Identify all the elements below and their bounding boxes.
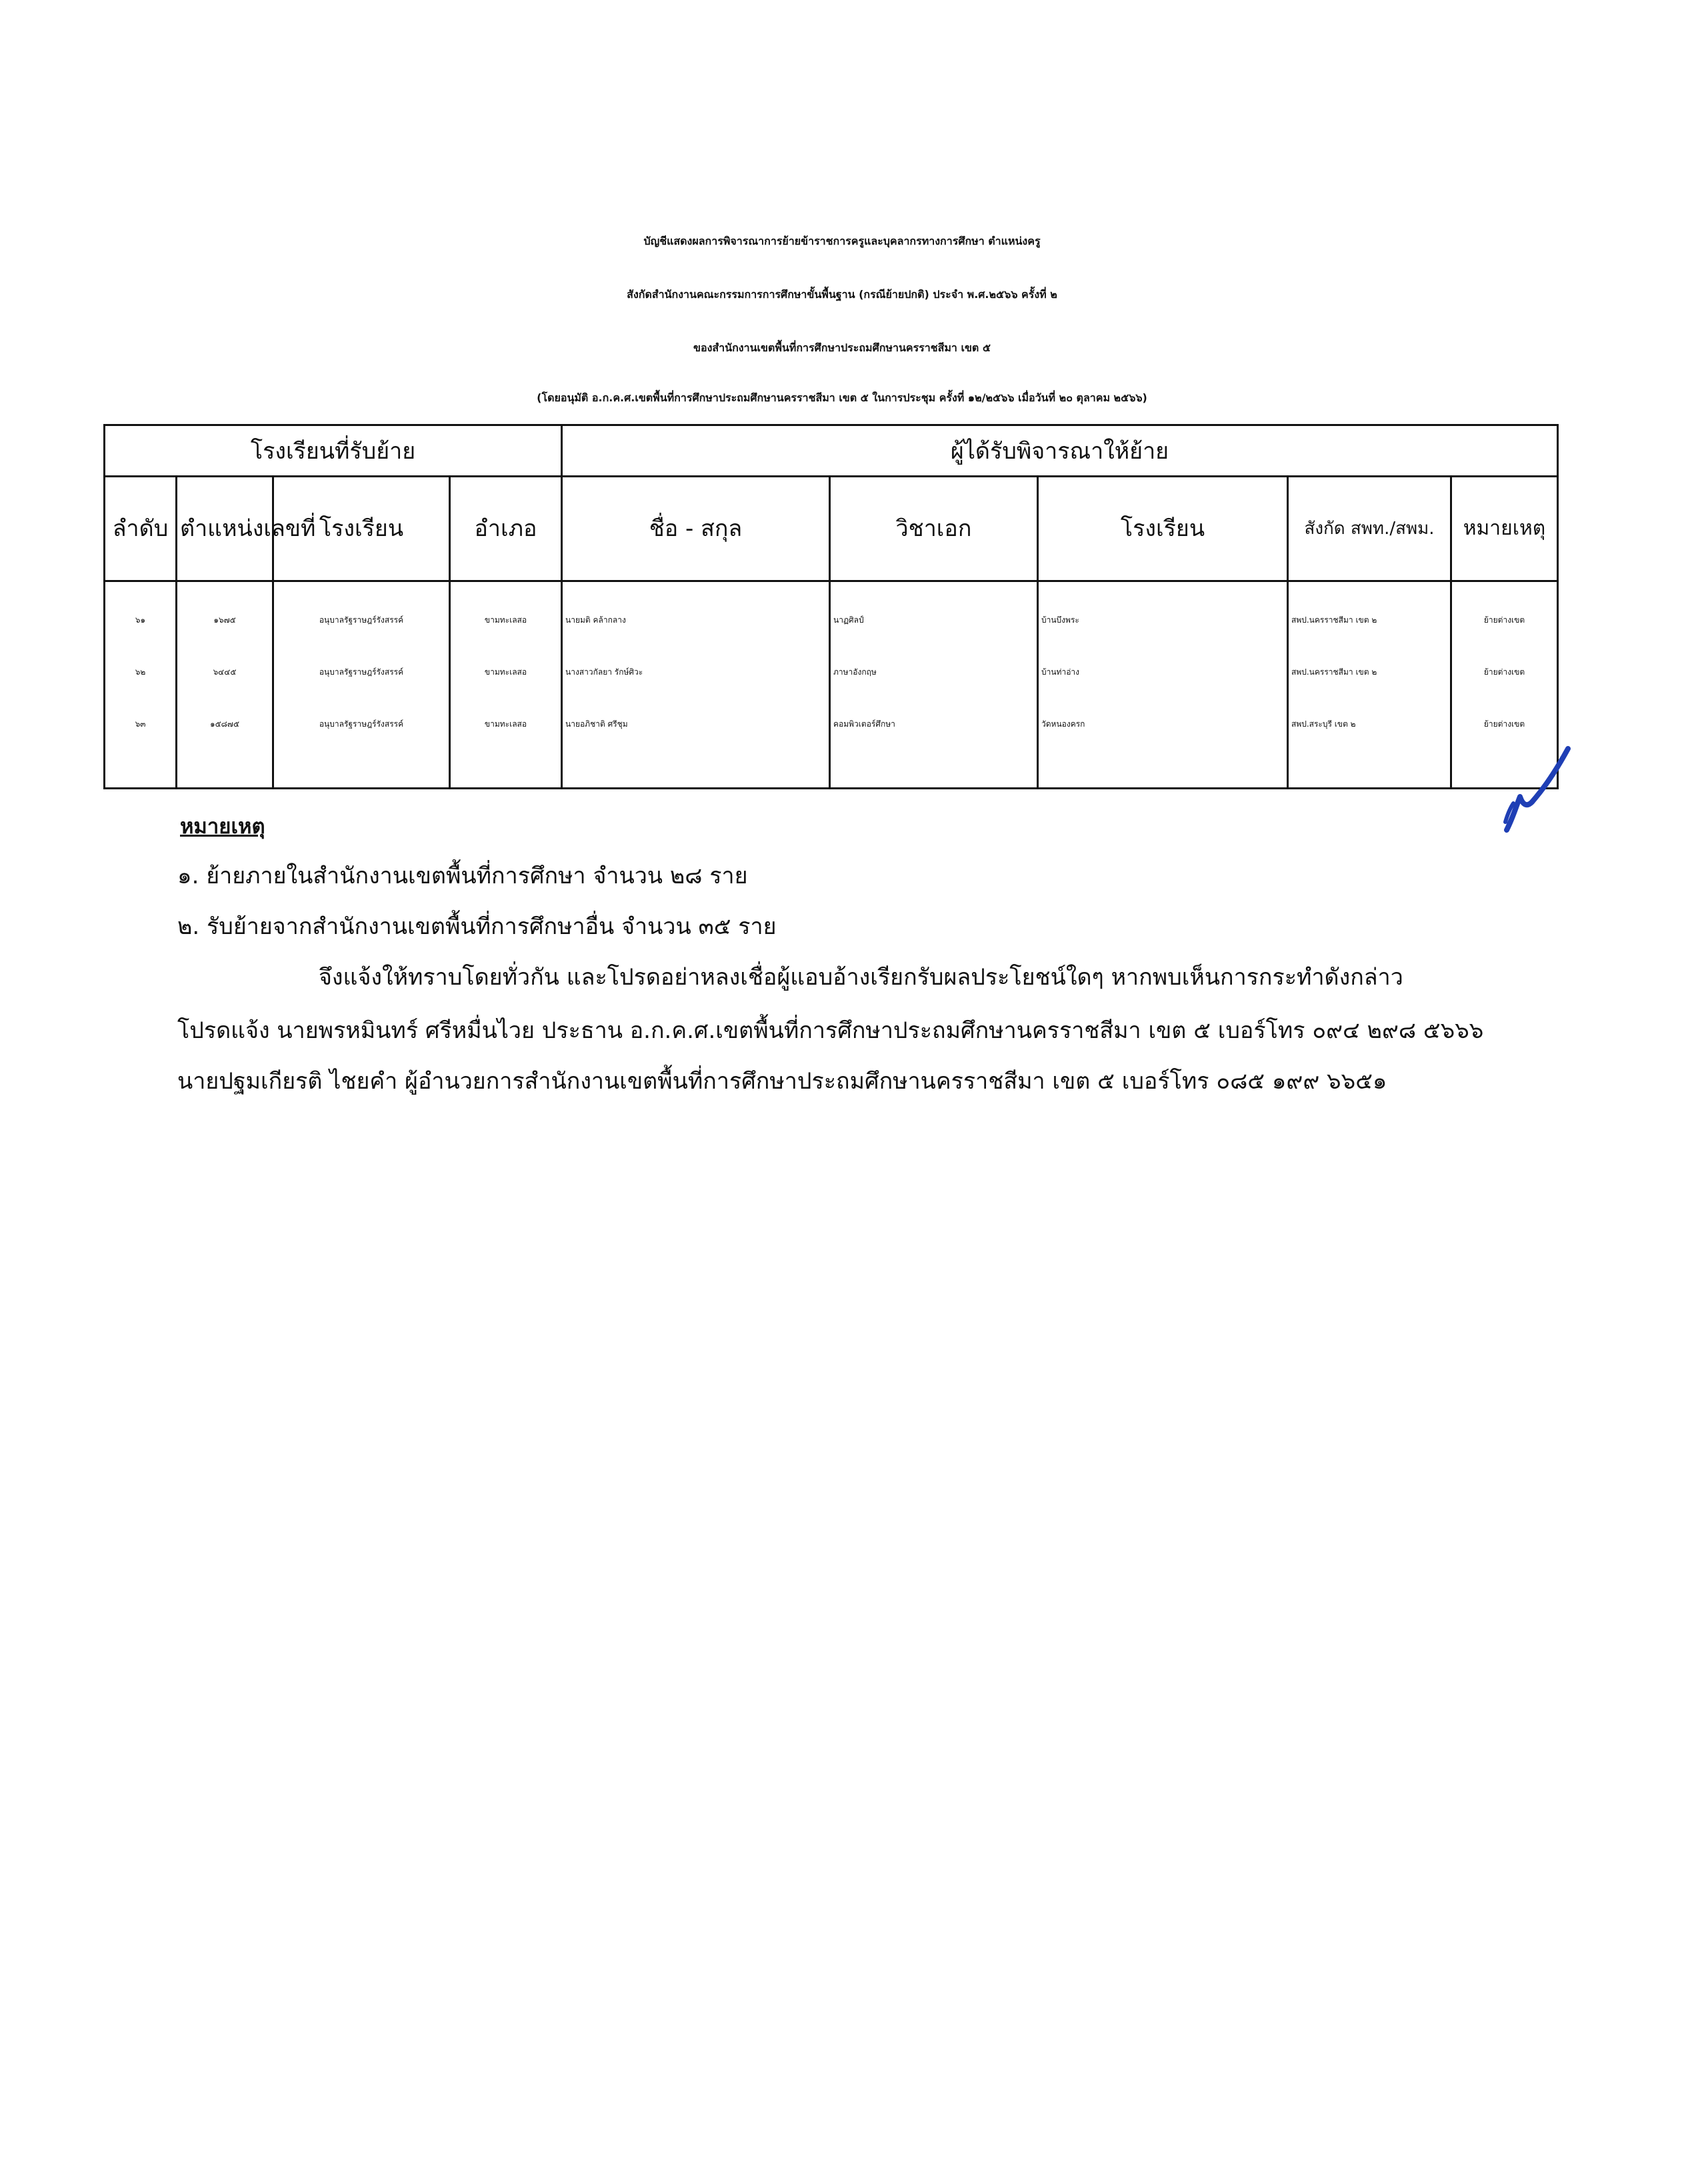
cell-school: อนุบาลรัฐราษฎร์รังสรรค์ [319, 719, 404, 729]
column-major [830, 581, 1038, 789]
cell-remark: ย้ายต่างเขต [1483, 615, 1525, 625]
column-district [450, 581, 562, 789]
column-office [1288, 581, 1451, 789]
cell-no: ๖๒ [135, 667, 146, 677]
cell-office: สพป.นครราชสีมา เขต ๒ [1291, 615, 1377, 625]
header-name: ชื่อ - สกุล [562, 477, 830, 581]
signature-stroke [1507, 749, 1568, 830]
column-position [177, 581, 273, 789]
announcement-paragraph-2: โปรดแจ้ง นายพรหมินทร์ ศรีหมื่นไวย ประธาน อ.ก.ค.ศ.เขตพื้นที่การศึกษาประถมศึกษานครราชสีมา เขต ๕ เบอร์โทร ๐๙๔ ๒๙๘ ๕๖๖๖ [177, 1017, 1484, 1044]
transfer-table [103, 424, 1559, 789]
cell-school: อนุบาลรัฐราษฎร์รังสรรค์ [319, 615, 404, 625]
header-district: อำเภอ [450, 477, 562, 581]
header-major: วิชาเอก [830, 477, 1038, 581]
cell-office: สพป.นครราชสีมา เขต ๒ [1291, 667, 1377, 677]
cell-name: นายมติ คล้ากลาง [565, 615, 626, 625]
header-no: ลำดับ [105, 477, 177, 581]
header-from-school: โรงเรียน [1038, 477, 1288, 581]
cell-from-school: บ้านท่าอ่าง [1041, 667, 1080, 677]
header-position: ตำแหน่งเลขที่ [177, 477, 273, 581]
cell-district: ขามทะเลสอ [484, 667, 527, 677]
cell-position: ๖๔๔๕ [213, 667, 237, 677]
column-from-school [1038, 581, 1288, 789]
cell-district: ขามทะเลสอ [484, 719, 527, 729]
column-no [105, 581, 177, 789]
cell-position: ๑๖๗๕ [213, 615, 236, 625]
cell-major: ภาษาอังกฤษ [833, 667, 877, 677]
cell-position: ๑๕๘๗๕ [209, 719, 240, 729]
group-receiving-school: โรงเรียนที่รับย้าย [105, 425, 562, 477]
announcement-paragraph-3: นายปฐมเกียรติ ไชยคำ ผู้อำนวยการสำนักงานเขตพื้นที่การศึกษาประถมศึกษานครราชสีมา เขต ๕ เบอร์โทร ๐๘๕ ๑๙๙ ๖๖๕๑ [177, 1068, 1387, 1095]
cell-district: ขามทะเลสอ [484, 615, 527, 625]
cell-from-school: วัดหนองครก [1041, 719, 1085, 729]
column-school [273, 581, 450, 789]
signature-mark [1493, 743, 1573, 837]
header-remark: หมายเหตุ [1451, 477, 1558, 581]
cell-no: ๖๑ [135, 615, 146, 625]
header-office: สังกัด สพท./สพม. [1288, 477, 1451, 581]
cell-name: นายอภิชาติ ศรีชุม [565, 719, 628, 729]
title-line-2: สังกัดสำนักงานคณะกรรมการการศึกษาขั้นพื้นฐาน (กรณีย้ายปกติ) ประจำ พ.ศ.๒๕๖๖ ครั้งที่ ๒ [627, 288, 1057, 301]
title-line-3: ของสำนักงานเขตพื้นที่การศึกษาประถมศึกษานครราชสีมา เขต ๕ [693, 341, 991, 354]
cell-office: สพป.สระบุรี เขต ๒ [1291, 719, 1356, 729]
cell-remark: ย้ายต่างเขต [1483, 667, 1525, 677]
cell-school: อนุบาลรัฐราษฎร์รังสรรค์ [319, 667, 404, 677]
title-line-4: (โดยอนุมัติ อ.ก.ค.ศ.เขตพื้นที่การศึกษาประถมศึกษานครราชสีมา เขต ๕ ในการประชุม ครั้งที่ ๑๒/๒๕๖๖ เมื่อวันที่ ๒๐ ตุลาคม ๒๕๖๖) [537, 391, 1147, 404]
cell-name: นางสาวกัลยา รักษ์ศิวะ [565, 667, 643, 677]
column-name [562, 581, 830, 789]
announcement-paragraph-1: จึงแจ้งให้ทราบโดยทั่วกัน และโปรดอย่าหลงเชื่อผู้แอบอ้างเรียกรับผลประโยชน์ใดๆ หากพบเห็นการกระทำดังกล่าว [319, 964, 1403, 991]
header-school: โรงเรียน [273, 477, 450, 581]
cell-major: นาฏศิลป์ [833, 615, 864, 625]
title-line-1: บัญชีแสดงผลการพิจารณาการย้ายข้าราชการครูและบุคลากรทางการศึกษา ตำแหน่งครู [643, 235, 1041, 247]
note-item-2: ๒. รับย้ายจากสำนักงานเขตพื้นที่การศึกษาอื่น จำนวน ๓๕ ราย [177, 913, 777, 940]
cell-major: คอมพิวเตอร์ศึกษา [833, 719, 895, 729]
notes-heading: หมายเหตุ [180, 815, 265, 839]
group-approved-persons: ผู้ได้รับพิจารณาให้ย้าย [562, 425, 1558, 477]
cell-no: ๖๓ [135, 719, 146, 729]
note-item-1: ๑. ย้ายภายในสำนักงานเขตพื้นที่การศึกษา จำนวน ๒๘ ราย [177, 863, 748, 889]
cell-remark: ย้ายต่างเขต [1483, 719, 1525, 729]
cell-from-school: บ้านบึงพระ [1041, 615, 1079, 625]
